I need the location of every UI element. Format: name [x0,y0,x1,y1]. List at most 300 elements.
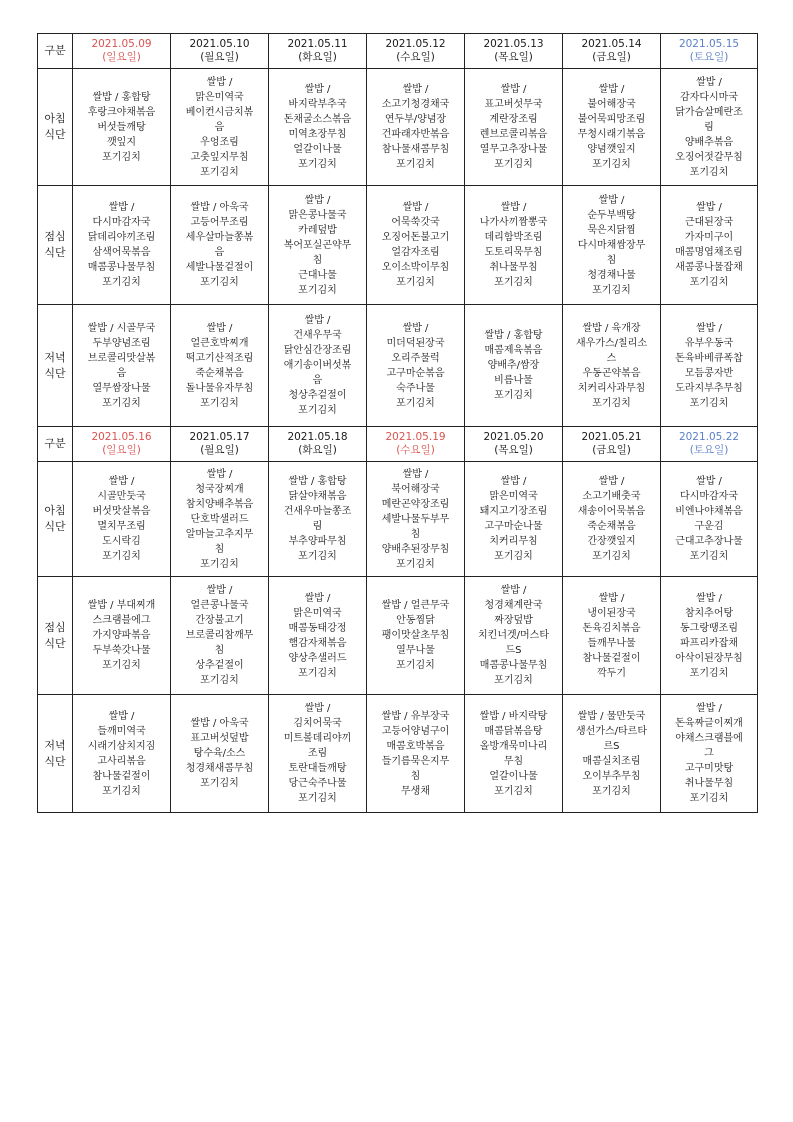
menu-item: 짜장덮밥 [494,615,533,626]
menu-item: 가지양파볶음 [92,630,151,641]
menu-item: 포기김치 [494,551,533,562]
menu-item: 침 [410,770,421,782]
menu-item: 쌀밥 / [598,592,625,604]
menu-item: 스크램블에그 [92,615,151,626]
menu-cell [661,305,758,427]
menu-item: 림 [312,521,323,532]
day-header [269,34,367,69]
menu-item: 쌀밥 / 홍합탕 [92,91,151,103]
menu-item: 포기김치 [298,667,337,679]
menu-item: 소고기배춧국 [582,491,641,502]
menu-item: 어묵쑥갓국 [391,217,440,228]
menu-cell [465,186,563,305]
meal-label-lunch: 점심 식단 [38,186,73,305]
menu-cell [661,69,758,186]
menu-cell [171,305,269,427]
weekday-text: (수요일) [396,444,435,456]
menu-item: 양배추된장무침 [381,543,450,555]
meal-label-dinner: 저녁 식단 [38,305,73,427]
menu-item: 숙주나물 [396,382,435,394]
day-header [563,34,661,69]
menu-item: 쌀밥 / [304,194,331,206]
menu-item: 얼큰콩나물국 [190,600,249,611]
menu-item: 스 [606,352,617,364]
menu-cell [563,577,661,695]
menu-item: 얼갈이나물 [489,770,538,782]
menu-cell [269,695,367,813]
menu-item: 쌀밥 / [696,202,722,213]
menu-cell [269,186,367,305]
menu-item: 음 [312,375,323,386]
menu-item: 들기름묵은지무 [381,755,450,767]
menu-item: 닭가슴살메란조 [675,106,743,118]
menu-cell [661,462,758,577]
menu-item: 침 [214,645,225,656]
menu-item: 근대된장국 [684,217,734,228]
menu-item: 포기김치 [592,397,631,409]
menu-item: 포기김치 [200,675,239,686]
menu-item: 포기김치 [592,159,631,170]
menu-item: 세우살마늘쫑볶 [185,232,254,243]
menu-item: 닭살야채볶음 [288,491,347,502]
menu-item: 쌀밥 / [402,84,429,95]
menu-item: 들깨미역국 [97,725,146,737]
menu-item: 렌브로콜리볶음 [479,129,548,140]
menu-item: 돼지고기장조림 [479,506,548,517]
breakfast-row [38,69,758,186]
menu-item: 돈육김치볶음 [582,622,641,634]
menu-item: 얼큰호박찌개 [190,337,249,349]
menu-item: 청상추겉절이 [288,390,347,401]
menu-item: 참나물겉절이 [582,652,641,664]
menu-item: 드S [505,645,522,656]
menu-item: 침 [312,254,323,266]
menu-item: 매콤동태강정 [288,622,347,634]
weekday-text: (월요일) [200,51,239,63]
menu-item: 유부우동국 [684,337,734,349]
menu-item: 참치추어탕 [684,607,734,619]
menu-item: 비름나물 [494,375,533,386]
day-header [73,34,171,69]
menu-item: 세발나물겉절이 [185,262,254,273]
menu-item: 양념깻잎지 [587,144,636,155]
menu-item: 쌀밥 / [108,476,135,487]
menu-item: 포기김치 [396,277,435,288]
menu-item: 쌀밥 / [696,322,722,334]
menu-cell [73,186,171,305]
menu-item: 묵은지닭찜 [587,224,636,236]
menu-item: 쌀밥 / [696,476,722,487]
menu-cell [661,695,758,813]
menu-item: 쌀밥 / 아욱국 [190,202,249,213]
menu-item: 카레덮밥 [298,224,337,236]
menu-cell [367,577,465,695]
menu-item: 매콤콩나물무침 [87,262,156,273]
weekday-text: (토요일) [689,51,729,63]
day-header [171,34,269,69]
menu-cell [367,69,465,186]
menu-cell [465,577,563,695]
menu-item: 오징어젓갈무침 [675,151,743,163]
menu-item: 시골만둣국 [97,491,146,502]
menu-item: 베이컨시금치볶 [185,106,254,118]
menu-item: 탕수육/소스 [193,748,246,759]
menu-item: 새송이어묵볶음 [577,506,646,517]
menu-item: 김치어묵국 [293,718,342,729]
weekday-text: (금요일) [592,444,631,456]
menu-item: 깍두기 [597,667,626,679]
menu-item: 포기김치 [102,277,141,288]
menu-item: 쌀밥 / [108,202,135,213]
menu-item: 포기김치 [102,397,141,409]
menu-item: 포기김치 [592,785,631,797]
menu-item: 두부양념조림 [92,337,151,349]
menu-item: 감자다시마국 [680,91,738,103]
menu-item: 데리함박조림 [484,232,543,243]
menu-item: 도라지부추무침 [675,382,743,394]
menu-item: 포기김치 [200,277,239,288]
menu-cell [73,462,171,577]
menu-cell [465,69,563,186]
menu-item: 포기김치 [592,551,631,562]
menu-item: 취나물무침 [684,778,734,789]
menu-item: 포기김치 [689,551,729,562]
menu-item: 우동곤약볶음 [582,367,641,379]
menu-item: 치커리사과무침 [577,382,646,394]
dinner-row [38,305,758,427]
menu-item: 북어해장국 [391,483,440,495]
menu-item: 포기김치 [396,660,435,671]
menu-item: 쌀밥 / 육개장 [582,322,641,334]
menu-item: 동그랑땡조림 [680,622,738,634]
menu-item: 건새우무국 [293,330,342,341]
menu-item: 멸치무조림 [97,521,146,532]
menu-item: 쌀밥 / [304,315,331,326]
weekday-text: (월요일) [200,444,239,456]
menu-item: 열무쌈장나물 [92,382,151,394]
lunch-row [38,186,758,305]
menu-item: 아삭이된장무침 [675,652,743,664]
day-header [367,34,465,69]
menu-item: 음 [214,247,225,258]
menu-cell [367,305,465,427]
menu-item: 죽순채볶음 [195,367,244,379]
menu-cell [171,695,269,813]
menu-cell [563,462,661,577]
menu-item: 포기김치 [592,284,631,296]
weekday-text: (목요일) [494,444,533,456]
day-header [73,427,171,462]
menu-item: 음 [116,367,127,379]
menu-item: 쌀밥 / [304,703,331,714]
menu-item: 그 [704,748,714,759]
menu-item: 쌀밥 / 유부장국 [381,710,450,722]
menu-cell [73,305,171,427]
menu-item: 참치양배추볶음 [185,498,254,510]
menu-item: 가자미구이 [684,232,734,243]
menu-cell [73,69,171,186]
day-header [171,427,269,462]
menu-item: 쌀밥 / [108,710,135,722]
menu-item: 건새우마늘쫑조 [283,506,352,517]
menu-item: 쌀밥 / [500,585,527,596]
weekday-text: (화요일) [298,444,337,456]
menu-item: 고구마순나물 [484,521,543,532]
date-text: 2021.05.12 [385,38,446,50]
menu-item: 미트볼데리야끼 [283,733,352,744]
menu-item: 들깨무나물 [587,637,636,649]
menu-item: 쌀밥 / 얼큰무국 [381,600,450,611]
menu-item: 참나물겉절이 [92,770,151,782]
menu-item: 포기김치 [298,551,337,562]
menu-item: 브로콜리참깨무 [185,630,254,641]
menu-item: 근대고추장나물 [675,536,743,547]
menu-item: 치킨너겟/머스타 [478,630,549,641]
date-text: 2021.05.15 [678,38,740,50]
menu-item: 쌀밥 / 아욱국 [190,718,249,729]
menu-item: 쌀밥 / [206,322,233,334]
menu-item: 도토리묵무침 [484,247,543,258]
menu-item: 닭안심간장조림 [283,345,352,356]
date-text: 2021.05.22 [678,431,740,443]
menu-item: 포기김치 [494,159,533,170]
menu-item: 참나물새콤무침 [381,144,450,155]
menu-item: 맑은미역국 [195,91,244,103]
menu-item: 취나물무침 [489,262,538,273]
menu-cell [171,186,269,305]
menu-item: 포기김치 [200,166,239,178]
menu-item: 파프리카잡채 [680,637,738,649]
menu-item: 포기김치 [102,785,141,797]
header-row [38,427,758,462]
menu-item: 맑은미역국 [293,607,342,619]
menu-item: 열무나물 [396,645,435,656]
menu-item: 쌀밥 / 바지락탕 [479,710,548,722]
menu-item: 쌀밥 / 부대찌개 [87,600,156,611]
day-header [269,427,367,462]
date-text: 2021.05.18 [287,431,348,443]
menu-item: 메란곤약장조림 [381,498,450,510]
menu-cell [563,186,661,305]
menu-item: 청경채새콤무침 [185,763,254,774]
menu-item: 고구마순볶음 [386,367,445,379]
menu-item: 포기김치 [689,277,729,288]
menu-item: 야채스크램블에 [675,733,743,744]
menu-cell [269,305,367,427]
menu-cell [465,305,563,427]
weekday-text: (수요일) [396,51,435,63]
menu-item: 상추겉절이 [195,660,244,671]
menu-item: 쌀밥 / [304,84,331,95]
menu-item: 포기김치 [200,558,239,570]
day-header [465,34,563,69]
menu-item: 매콤닭볶음탕 [484,725,543,737]
menu-item: 침 [214,543,225,555]
menu-item: 애기송이버섯볶 [283,360,352,371]
menu-item: 돈육바베큐폭찹 [675,352,743,364]
menu-item: 쌀밥 / [696,76,722,88]
menu-item: 조림 [307,748,328,759]
menu-item: 매콤호박볶음 [386,740,445,752]
weekday-text: (일요일) [102,444,141,456]
menu-item: 포기김치 [494,390,533,401]
menu-item: 매콤제육볶음 [484,345,543,356]
menu-item: 쌀밥 / 홍합탕 [484,330,543,341]
menu-item: 쌀밥 / [402,322,429,334]
menu-item: 포기김치 [689,397,729,409]
menu-item: 버섯맛살볶음 [92,506,151,517]
menu-item: 생선가스/타르타 [576,725,647,737]
menu-item: 양배추볶음 [684,136,734,148]
menu-item: 브로콜리맛살볶 [87,352,156,364]
menu-item: 시래기삼치지짐 [87,740,156,752]
date-text: 2021.05.19 [385,431,446,443]
menu-item: 고춧잎지무침 [190,151,249,163]
menu-item: 포기김치 [494,675,533,686]
menu-item: 쌀밥 / 물만둣국 [577,710,646,722]
date-text: 2021.05.20 [483,431,544,443]
menu-item: 포기김치 [102,660,141,671]
menu-item: 포기김치 [102,151,141,163]
menu-item: 포기김치 [689,166,729,178]
menu-item: 포기김치 [494,277,533,288]
menu-item: 돈채굴소스볶음 [283,114,352,125]
menu-item: 쌀밥 / [696,592,722,604]
menu-item: 매콤명엽채조림 [675,247,743,258]
menu-item: 포기김치 [298,405,337,416]
menu-item: 닭데리야끼조림 [87,232,156,243]
menu-item: 구운김 [694,521,724,532]
menu-item: 포기김치 [396,159,435,170]
menu-item: 다시마감자국 [92,217,151,228]
menu-item: 쌀밥 / 홍합탕 [288,476,347,487]
menu-item: 두부쑥갓나물 [92,645,151,656]
date-text: 2021.05.17 [189,431,250,443]
menu-item: 포기김치 [298,284,337,296]
menu-item: 열무고추장나물 [479,144,548,155]
menu-item: 돈육짜글이찌개 [675,718,743,729]
menu-item: 알마늘고추지무 [185,528,254,540]
day-header [661,34,758,69]
menu-item: 부추양파무침 [288,536,347,547]
menu-item: 침 [606,254,617,266]
menu-item: 매콤실치조림 [582,755,641,767]
menu-item: 무생채 [401,785,430,797]
menu-item: 포기김치 [200,397,239,409]
menu-item: 불어묵피망조림 [577,114,646,125]
breakfast-row [38,462,758,577]
date-text: 2021.05.10 [189,38,250,50]
menu-item: 르S [603,740,620,752]
menu-item: 팽이맛살초무침 [381,630,450,641]
menu-item: 죽순채볶음 [587,521,636,532]
menu-cell [563,69,661,186]
menu-item: 림 [704,121,714,133]
menu-item: 고등어양념구이 [381,725,450,737]
menu-item: 다시마채쌈장무 [577,239,646,251]
menu-cell [73,577,171,695]
date-text: 2021.05.09 [91,38,152,50]
menu-cell [367,462,465,577]
menu-item: 쌀밥 / [598,194,625,206]
date-text: 2021.05.21 [581,431,642,443]
header-row [38,34,758,69]
menu-item: 포기김치 [396,397,435,409]
menu-item: 후랑크야채볶음 [87,106,156,118]
menu-item: 맑은콩나물국 [288,209,347,221]
menu-item: 포기김치 [494,785,533,797]
menu-cell [73,695,171,813]
menu-item: 음 [214,121,225,133]
menu-item: 쌀밥 / [500,202,527,213]
menu-item: 오징어돈불고기 [381,232,450,243]
menu-item: 무청시래기볶음 [577,129,646,140]
weekday-text: (금요일) [592,51,631,63]
menu-item: 도시락김 [102,536,141,547]
weekday-text: (일요일) [102,51,141,63]
menu-item: 나가사끼짬뽕국 [479,217,548,228]
menu-item: 매콤콩나물무침 [479,660,548,671]
menu-item: 쌀밥 / [598,84,625,95]
menu-item: 냉이된장국 [587,607,636,619]
menu-item: 쌀밥 / [500,84,527,95]
menu-item: 간장불고기 [195,615,244,626]
menu-cell [367,695,465,813]
weekday-text: (화요일) [298,51,337,63]
menu-cell [563,305,661,427]
menu-item: 쌀밥 / [206,468,233,480]
menu-item: 표고버섯덮밥 [190,733,249,744]
menu-item: 얼갈이나물 [293,144,342,155]
menu-cell [661,186,758,305]
weekly-menu-table [37,33,758,813]
menu-item: 청국장찌개 [195,483,244,495]
menu-item: 버섯들깨탕 [97,121,146,133]
menu-cell [269,577,367,695]
menu-item: 토란대들깨탕 [288,763,347,774]
menu-item: 떡고기산적조림 [185,352,254,364]
menu-item: 쌀밥 / [500,476,527,487]
date-text: 2021.05.14 [581,38,642,50]
menu-item: 쌀밥 / [206,76,233,88]
menu-item: 고구미맛탕 [684,763,734,774]
header-label: 구분 [38,34,73,69]
menu-cell [465,695,563,813]
menu-item: 쌀밥 / [304,592,331,604]
menu-cell [563,695,661,813]
menu-item: 고등어무조림 [190,217,249,228]
menu-item: 표고버섯무국 [484,99,543,110]
menu-item: 오이부추무침 [582,770,641,782]
menu-item: 양상추샐러드 [288,652,347,664]
menu-item: 건파래자반볶음 [381,129,450,140]
menu-item: 돌나물유자무침 [185,382,254,394]
date-text: 2021.05.16 [91,431,152,443]
menu-item: 미역초장무침 [288,129,347,140]
menu-item: 새콤콩나물잡채 [675,262,743,273]
meal-label-dinner: 저녁 식단 [38,695,73,813]
menu-item: 간장깻잎지 [587,536,636,547]
menu-item: 깻잎지 [107,136,136,148]
menu-item: 안동찜닭 [396,615,435,626]
menu-item: 포기김치 [298,793,337,804]
menu-item: 복어포실곤약무 [283,239,352,251]
menu-item: 오리주물럭 [391,352,440,364]
menu-item: 오이소박이무침 [381,262,450,273]
menu-cell [661,577,758,695]
menu-item: 소고기청경채국 [381,99,450,110]
day-header [661,427,758,462]
